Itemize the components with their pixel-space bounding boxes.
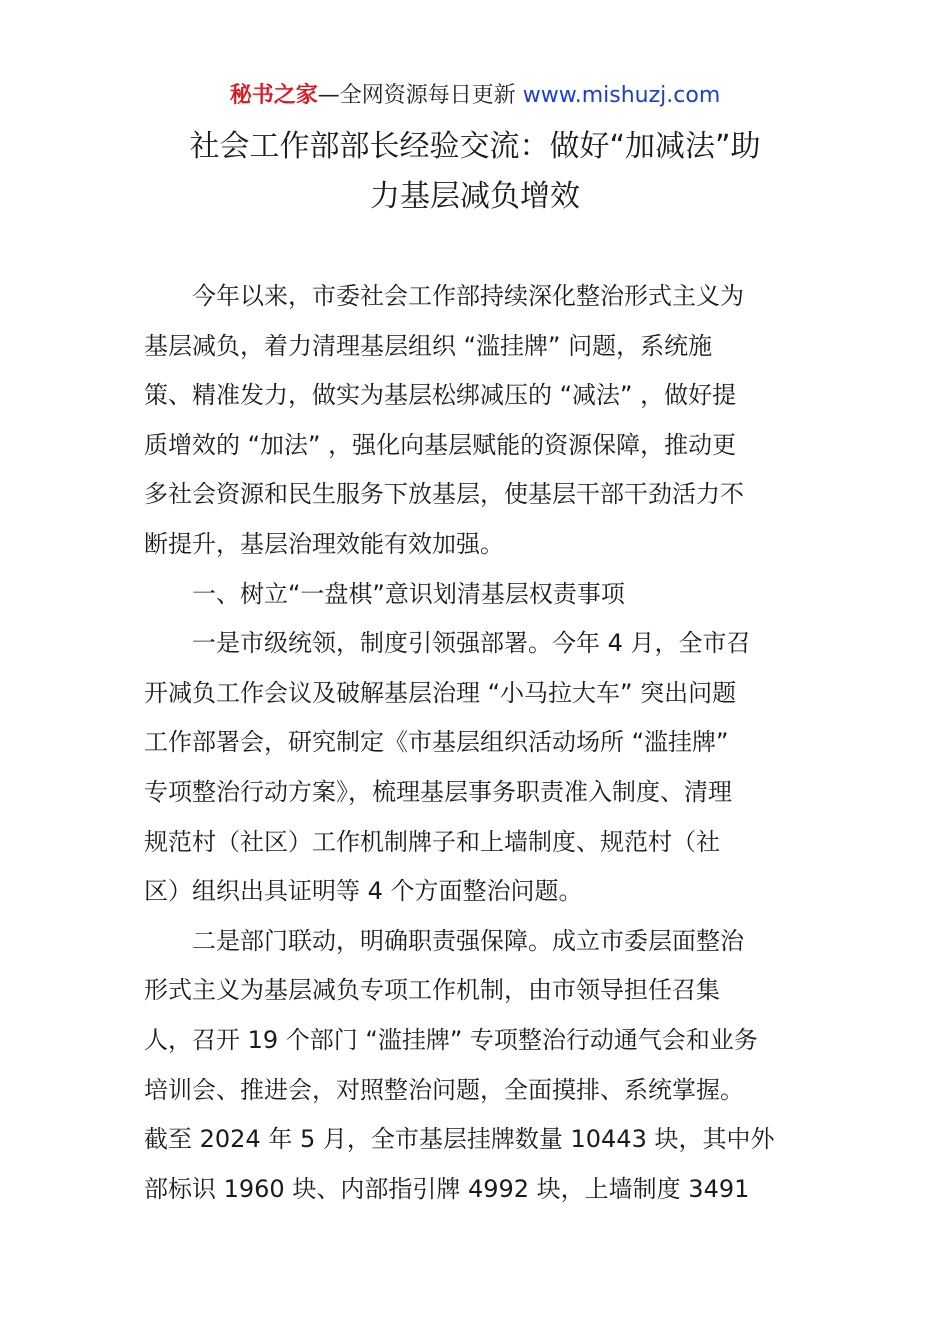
document-body	[144, 272, 808, 1214]
paragraph-line: 区）组织出具证明等 4 个方面整治问题。	[144, 877, 583, 906]
paragraph-line: 截至 2024 年 5 月，全市基层挂牌数量 10443 块，其中外	[144, 1125, 775, 1154]
title-line-2: 力基层减负增效	[370, 179, 580, 214]
paragraph-line: 一是市级统领，制度引领强部署。今年 4 月，全市召	[192, 629, 751, 658]
title-line-1: 社会工作部部长经验交流：做好“加减法”助	[189, 129, 761, 164]
paragraph-line: 人，召开 19 个部门 “滥挂牌” 专项整治行动通气会和业务	[144, 1025, 758, 1054]
document-title	[0, 122, 950, 222]
paragraph-line: 开减负工作会议及破解基层治理 “小马拉大车” 突出问题	[144, 678, 737, 707]
site-header	[0, 80, 950, 112]
paragraph-line: 基层减负，着力清理基层组织 “滥挂牌” 问题，系统施	[144, 331, 713, 360]
paragraph-line: 今年以来，市委社会工作部持续深化整治形式主义为	[192, 282, 744, 310]
paragraph-line: 形式主义为基层减负专项工作机制，由市领导担任召集	[144, 976, 720, 1005]
header-tagline: —全网资源每日更新	[317, 83, 516, 108]
paragraph-line: 策、精准发力，做实为基层松绑减压的 “减法” ，做好提	[144, 381, 737, 410]
paragraph-line: 二是部门联动，明确职责强保障。成立市委层面整治	[192, 926, 744, 955]
paragraph-line: 质增效的 “加法” ，强化向基层赋能的资源保障，推动更	[144, 430, 737, 459]
paragraph-line: 工作部署会，研究制定《市基层组织活动场所 “滥挂牌”	[144, 728, 729, 757]
paragraph-line: 专项整治行动方案》，梳理基层事务职责准入制度、清理	[144, 777, 732, 806]
brand-name: 秘书之家	[229, 83, 318, 108]
paragraph-line: 规范村（社区）工作机制牌子和上墙制度、规范村（社	[144, 827, 720, 856]
paragraph-line: 断提升，基层治理效能有效加强。	[144, 529, 504, 558]
section-heading: 一、树立“一盘棋”意识划清基层权责事项	[192, 579, 625, 608]
paragraph-line: 多社会资源和民生服务下放基层，使基层干部干劲活力不	[144, 480, 744, 509]
paragraph-line: 培训会、推进会，对照整治问题，全面摸排、系统掌握。	[144, 1075, 744, 1104]
site-url[interactable]: www.mishuzj.com	[522, 83, 721, 108]
paragraph-line: 部标识 1960 块、内部指引牌 4992 块，上墙制度 3491	[144, 1174, 750, 1203]
